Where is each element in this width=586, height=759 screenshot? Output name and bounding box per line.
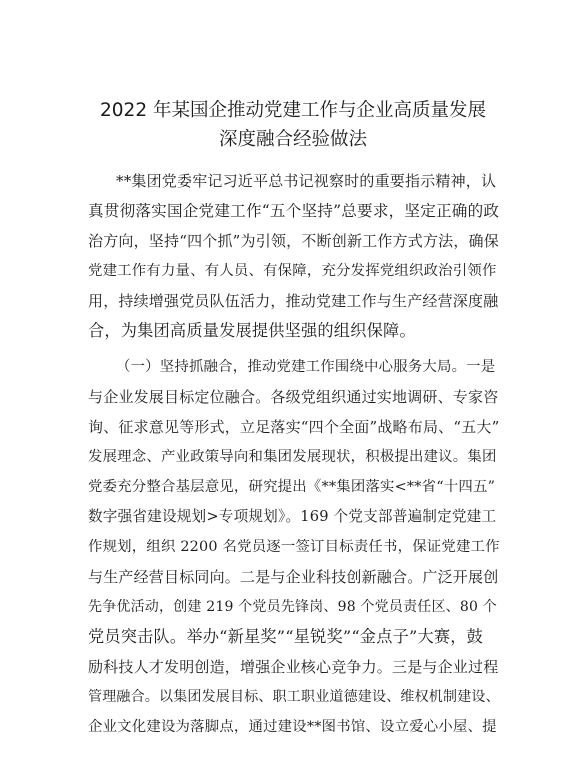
paragraph-1-line-2: 真贯彻落实国企党建工作“五个坚持”总要求，坚定正确的政 — [88, 202, 500, 220]
paragraph-1-line-6: 合，为集团高质量发展提供坚强的组织保障。 — [88, 321, 416, 340]
paragraph-2-line-12: 管理融合。以集团发展目标、职工职业道德建设、维权机制建设、 — [88, 689, 500, 705]
paragraph-2-line-7: 作规划，组织 2200 名党员逐一签订目标责任书，保证党建工作 — [88, 539, 500, 555]
document-title-line-1: 2022 年某国企推动党建工作与企业高质量发展 — [100, 100, 486, 121]
paragraph-2-line-6: 数字强省建设规划>专项规划》。169 个党支部普遍制定党建工 — [88, 508, 497, 525]
paragraph-2-line-1: （一）坚持抓融合，推动党建工作围绕中心服务大局。一是 — [116, 359, 496, 375]
paragraph-1-line-4: 党建工作有力量、有人员、有保障，充分发挥党组织政治引领作 — [88, 263, 497, 279]
paragraph-2-line-13: 企业文化建设为落脚点，通过建设**图书馆、设立爱心小屋、提 — [88, 719, 497, 735]
paragraph-2-line-10: 党员突击队。举办“新星奖”“星锐奖”“金点子”大赛，鼓 — [88, 627, 483, 646]
paragraph-2-line-8: 与生产经营目标同向。二是与企业科技创新融合。广泛开展创 — [88, 568, 499, 586]
paragraph-2-line-4: 发展理念、产业政策导向和集团发展现状，积极提出建议。集团 — [88, 449, 497, 465]
document-title-line-2: 深度融合经验做法 — [218, 129, 367, 150]
paragraph-1-line-1: **集团党委牢记习近平总书记视察时的重要指示精神，认 — [116, 172, 497, 190]
paragraph-1-line-5: 用，持续增强党员队伍活力，推动党建工作与生产经营深度融 — [88, 292, 499, 310]
paragraph-1-line-3: 治方向，坚持“四个抓”为引领，不断创新工作方式方法，确保 — [88, 232, 499, 250]
paragraph-2-line-3: 询、征求意见等形式，立足落实“四个全面”战略布局、“五大” — [88, 418, 500, 436]
paragraph-2-line-11: 励科技人才发明创造，增强企业核心竞争力。三是与企业过程 — [88, 658, 499, 676]
paragraph-2-line-5: 党委充分整合基层意见，研究提出《**集团落实<**省“十四五” — [88, 479, 496, 495]
paragraph-2-line-2: 与企业发展目标定位融合。各级党组织通过实地调研、专家咨 — [88, 388, 499, 406]
paragraph-2-line-9: 先争优活动，创建 219 个党员先锋岗、98 个党员责任区、80 个 — [88, 599, 497, 615]
